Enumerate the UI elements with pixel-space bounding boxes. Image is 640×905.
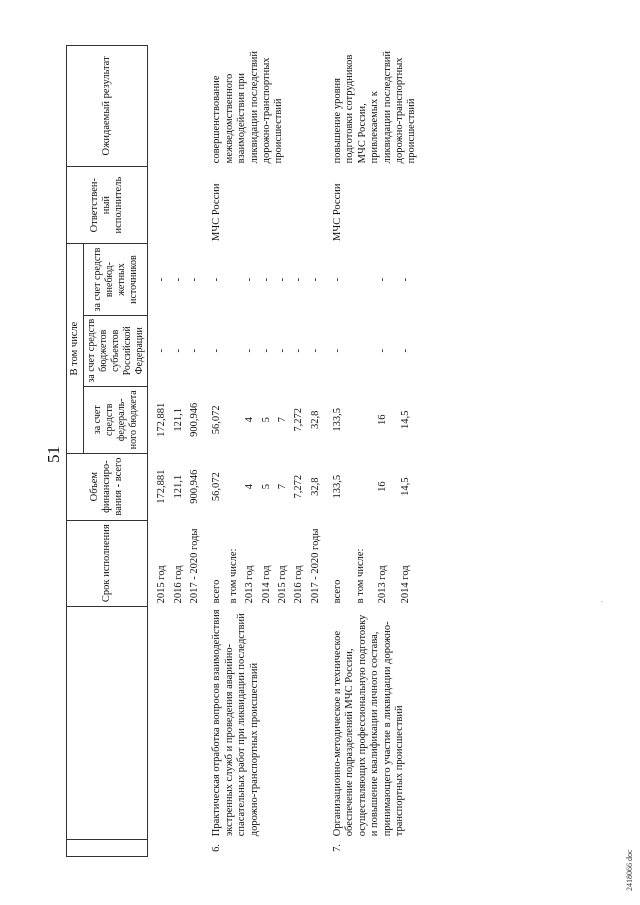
cell-offbudget <box>353 244 376 315</box>
header-federal: за счет средств федераль-ного бюджета <box>84 386 148 453</box>
cell-regional: - <box>211 349 223 353</box>
program-table <box>66 45 421 857</box>
cell-offbudget: - <box>293 277 305 282</box>
cell-period: 2013 год <box>377 565 389 604</box>
cell-offbudget: - <box>276 277 288 282</box>
table-header <box>67 46 148 857</box>
cell-offbudget: - <box>189 277 201 282</box>
cell-federal: 56,072 <box>211 405 223 435</box>
cell-federal: 16 <box>377 414 389 426</box>
cell-offbudget: - <box>332 277 344 282</box>
cell-period: в том числе: <box>227 548 239 604</box>
cell-regional: - <box>400 349 412 353</box>
cell-offbudget: - <box>260 277 272 282</box>
cell-federal: 7 <box>276 417 288 423</box>
cell-regional: - <box>172 349 184 353</box>
cell-period: 2015 год <box>276 565 288 604</box>
cell-regional: - <box>260 349 272 353</box>
cell-total <box>226 453 242 520</box>
cell-regional <box>226 315 242 386</box>
header-group: В том числе <box>67 244 84 453</box>
cell-period: 2013 год <box>244 565 256 604</box>
cell-federal <box>353 386 376 453</box>
cell-period: 2016 год <box>172 565 184 604</box>
cell-regional: - <box>244 349 256 353</box>
item-number: 6. <box>211 843 223 852</box>
header-num <box>67 839 148 856</box>
cell-period: всего <box>211 579 223 604</box>
cell-federal <box>226 386 242 453</box>
cell-period: в том числе: <box>354 548 366 604</box>
cell-federal: 5 <box>260 417 272 423</box>
cell-period: 2017 - 2020 годы <box>189 528 201 604</box>
cell-federal: 172,881 <box>156 402 168 437</box>
cell-total: 4 <box>244 484 256 490</box>
cell-federal: 32,8 <box>309 410 321 429</box>
cell-federal: 4 <box>244 417 256 423</box>
cell-regional: - <box>156 349 168 353</box>
cell-total <box>353 453 376 520</box>
cell-regional <box>353 315 376 386</box>
table-row <box>209 46 225 857</box>
cell-total: 16 <box>377 481 389 492</box>
cell-regional: - <box>309 349 321 353</box>
item-responsible: МЧС России <box>211 183 223 241</box>
cell-federal: 7,272 <box>293 407 305 432</box>
cell-total: 7 <box>276 484 288 490</box>
cell-offbudget: - <box>156 277 168 282</box>
cell-federal: 133,5 <box>332 407 344 432</box>
cell-offbudget: - <box>400 277 412 282</box>
cell-offbudget: - <box>211 277 223 282</box>
item-name: Организационно-методическое и техническое обеспечение подразделений МЧС России, осуществляющих профессиональную подготовку и повышение квалификации личного состава, принимающего участие в ликвидации дорожно-транспортных происшествий <box>332 614 405 837</box>
cell-period: 2017 - 2020 годы <box>309 528 321 604</box>
cell-offbudget: - <box>377 277 389 282</box>
scan-mark: · <box>598 600 607 603</box>
cell-period: 2014 год <box>260 565 272 604</box>
item-result: повышение уровня подготовки сотрудников МЧС России, привлекаемых к ликвидации последствий дорожно-транспортных происшествий <box>332 50 418 164</box>
cell-regional: - <box>276 349 288 353</box>
cell-period: 2015 год <box>156 565 168 604</box>
item-responsible: МЧС России <box>332 183 344 241</box>
cell-regional: - <box>293 349 305 353</box>
table-row <box>171 46 187 857</box>
cell-federal: 14,5 <box>400 410 412 429</box>
cell-offbudget: - <box>309 277 321 282</box>
cell-regional: - <box>189 349 201 353</box>
header-regional: за счет средств бюджетов субъектов Российской Федерации <box>84 315 148 386</box>
table-row <box>330 46 353 857</box>
cell-total: 133,5 <box>332 474 344 499</box>
cell-period: 2014 год <box>400 565 412 604</box>
table-row <box>187 46 203 857</box>
cell-total: 900,946 <box>189 469 201 504</box>
cell-period: всего <box>332 579 344 604</box>
cell-offbudget <box>226 244 242 315</box>
cell-period: 2016 год <box>293 565 305 604</box>
cell-total: 32,8 <box>309 477 321 496</box>
table-row <box>154 46 170 857</box>
header-result: Ожидаемый результат <box>67 46 148 167</box>
header-period: Срок исполнения <box>67 520 148 606</box>
header-responsible: Ответствен-ный исполнитель <box>67 166 148 244</box>
page-number: 51 <box>44 446 63 463</box>
cell-regional: - <box>332 349 344 353</box>
item-result: совершенствование межведомственного взаимодействия при ликвидации последствий дорожно-транспортных происшествий <box>211 50 285 164</box>
cell-federal: 121,1 <box>172 407 184 432</box>
cell-total: 14,5 <box>400 477 412 496</box>
footer-filename: 2418066 doc <box>625 849 634 891</box>
header-name <box>67 606 148 839</box>
cell-total: 5 <box>260 484 272 490</box>
header-total: Объем финансиро-вания - всего <box>67 453 148 520</box>
cell-offbudget: - <box>172 277 184 282</box>
cell-regional: - <box>377 349 389 353</box>
cell-total: 121,1 <box>172 474 184 499</box>
cell-federal: 900,946 <box>189 402 201 437</box>
item-name: Практическая отработка вопросов взаимодействия экстренных служб и проведения аварийно-спасательных работ при ликвидации последствий дорожно-транспортных происшествий <box>211 609 260 837</box>
item-number: 7. <box>332 843 344 852</box>
cell-offbudget: - <box>244 277 256 282</box>
cell-total: 172,881 <box>156 469 168 504</box>
header-offbudget: за счет средств внебюд-жетных источников <box>84 244 148 315</box>
cell-total: 7,272 <box>293 474 305 499</box>
cell-total: 56,072 <box>211 472 223 502</box>
